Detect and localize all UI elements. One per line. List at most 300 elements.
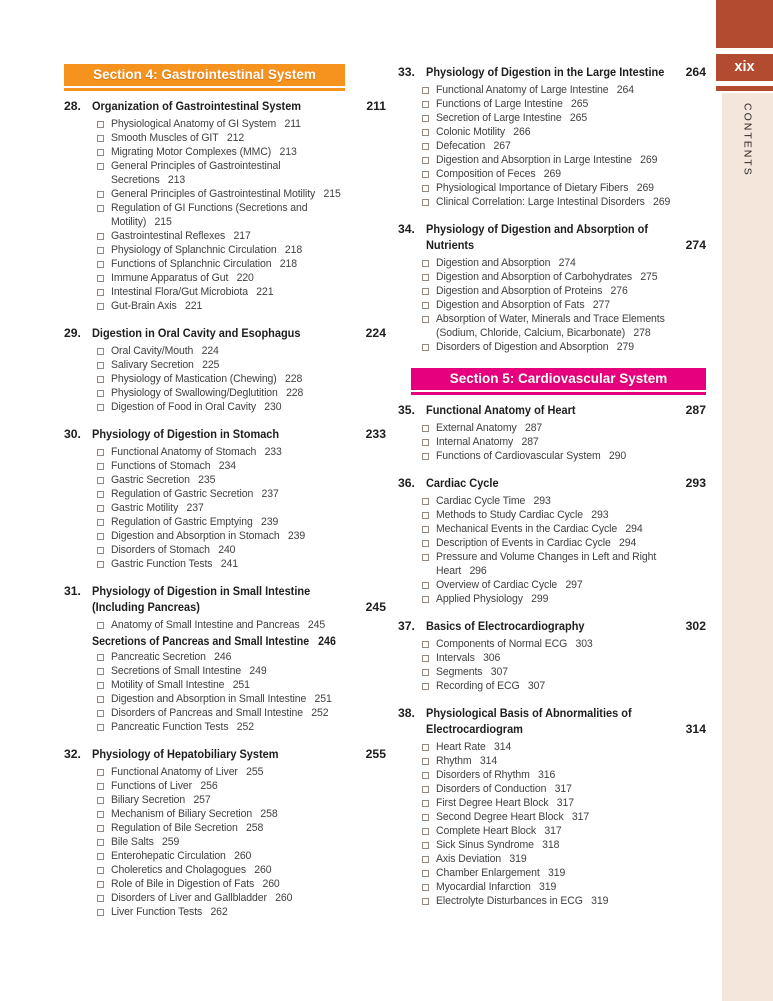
item-page-number: 264	[616, 84, 635, 96]
item-label: Sick Sinus Syndrome 318	[436, 839, 560, 851]
square-bullet-icon	[97, 533, 104, 540]
square-bullet-icon	[422, 683, 429, 690]
item-label: Pancreatic Secretion 246	[111, 651, 232, 663]
square-bullet-icon	[422, 655, 429, 662]
toc-item	[64, 706, 386, 720]
chapter-title: Organization of Gastrointestinal System	[92, 99, 302, 113]
item-line	[436, 880, 706, 894]
toc-item	[64, 779, 386, 793]
item-page-number: 319	[539, 881, 557, 893]
square-bullet-icon	[97, 839, 104, 846]
item-label: Motility) 215	[111, 216, 172, 228]
toc-item	[398, 508, 706, 522]
chapter-number: 35.	[398, 403, 415, 417]
square-bullet-icon	[97, 853, 104, 860]
square-bullet-icon	[97, 519, 104, 526]
square-bullet-icon	[422, 526, 429, 533]
toc-item	[398, 256, 706, 270]
item-label: Axis Deviation 319	[436, 853, 527, 865]
toc-item	[398, 880, 706, 894]
item-label: Gastric Function Tests 241	[111, 558, 238, 570]
square-bullet-icon	[422, 302, 429, 309]
toc-item	[64, 720, 386, 734]
chapter-number: 28.	[64, 99, 81, 113]
square-bullet-icon	[97, 867, 104, 874]
item-label: Physiology of Splanchnic Circulation 218	[111, 244, 303, 256]
item-page-number: 307	[490, 666, 508, 678]
item-label: Digestion and Absorption of Fats 277	[436, 299, 611, 311]
toc-right-column	[398, 64, 706, 919]
item-line	[436, 564, 706, 578]
item-line	[111, 271, 386, 285]
item-page-number: 256	[200, 780, 218, 792]
chapter-items	[398, 421, 706, 463]
item-label: Rhythm 314	[436, 755, 498, 767]
item-label: Components of Normal ECG 303	[436, 638, 593, 650]
toc-item	[398, 522, 706, 536]
item-page-number: 317	[571, 811, 590, 823]
chapter-number: 33.	[398, 65, 415, 79]
chapter-title: Nutrients	[426, 238, 475, 252]
square-bullet-icon	[97, 654, 104, 661]
item-line	[436, 894, 706, 908]
item-line	[111, 173, 386, 187]
item-page-number: 251	[232, 679, 250, 691]
square-bullet-icon	[97, 811, 104, 818]
page-folio: xix	[734, 59, 755, 75]
item-page-number: 225	[202, 359, 220, 371]
chapter-title: Physiology of Digestion and Absorption of	[426, 222, 649, 236]
toc-item	[64, 243, 386, 257]
item-label: Applied Physiology 299	[436, 593, 549, 605]
item-line	[436, 340, 706, 354]
square-bullet-icon	[97, 825, 104, 832]
square-bullet-icon	[422, 554, 429, 561]
square-bullet-icon	[97, 149, 104, 156]
toc-item	[64, 877, 386, 891]
item-page-number: 241	[220, 558, 238, 570]
item-page-number: 260	[234, 850, 252, 862]
item-page-number: 257	[193, 794, 211, 806]
subheading-label: Secretions of Pancreas and Small Intestine 246	[92, 634, 336, 648]
square-bullet-icon	[97, 205, 104, 212]
chapter-number: 29.	[64, 326, 81, 340]
item-page-number: 287	[524, 422, 543, 434]
item-line	[436, 838, 706, 852]
chapter-title: Physiology of Hepatobiliary System	[92, 747, 279, 761]
item-page-number: 278	[633, 327, 651, 339]
item-label: (Sodium, Chloride, Calcium, Bicarbonate) 278	[436, 327, 651, 339]
chapter-title: (Including Pancreas)	[92, 600, 200, 614]
item-label: Methods to Study Cardiac Cycle 293	[436, 509, 609, 521]
item-label: Physiology of Mastication (Chewing) 228	[111, 373, 303, 385]
item-page-number: 234	[218, 460, 237, 472]
square-bullet-icon	[422, 425, 429, 432]
square-bullet-icon	[97, 163, 104, 170]
toc-item	[398, 494, 706, 508]
chapter-heading	[64, 325, 386, 341]
toc-item	[398, 637, 706, 651]
item-page-number: 260	[254, 864, 272, 876]
item-page-number: 269	[543, 168, 562, 180]
item-page-number: 317	[554, 783, 572, 795]
item-line	[436, 181, 706, 195]
toc-item	[398, 270, 706, 284]
item-line	[111, 117, 386, 131]
item-page-number: 240	[218, 544, 236, 556]
square-bullet-icon	[422, 157, 429, 164]
item-page-number: 314	[479, 755, 498, 767]
item-label: Disorders of Stomach 240	[111, 544, 236, 556]
item-page-number: 293	[533, 495, 551, 507]
item-label: Motility of Small Intestine 251	[111, 679, 250, 691]
toc-item	[64, 501, 386, 515]
item-line	[436, 592, 706, 606]
item-label: Biliary Secretion 257	[111, 794, 211, 806]
chapter-title: Basics of Electrocardiography	[426, 619, 585, 633]
toc-item	[64, 678, 386, 692]
toc-item	[398, 83, 706, 97]
toc-item	[398, 894, 706, 908]
item-line	[111, 529, 386, 543]
square-bullet-icon	[97, 696, 104, 703]
chapter-page-number: 293	[685, 476, 706, 490]
item-line	[111, 145, 386, 159]
item-line	[436, 651, 706, 665]
item-line	[436, 796, 706, 810]
toc-item	[398, 340, 706, 354]
item-page-number: 235	[198, 474, 216, 486]
chapter-title: Digestion in Oral Cavity and Esophagus	[92, 326, 301, 340]
chapter-items	[398, 637, 706, 693]
toc-item	[64, 117, 386, 131]
chapter-entry	[64, 746, 386, 919]
item-line	[111, 678, 386, 692]
toc-item	[64, 299, 386, 313]
toc-left-column	[64, 64, 386, 919]
chapter-items	[64, 344, 386, 414]
square-bullet-icon	[97, 390, 104, 397]
item-page-number: 262	[210, 906, 228, 918]
item-label: Functional Anatomy of Large Intestine 264	[436, 84, 635, 96]
chapter-heading	[64, 746, 386, 762]
toc-item	[398, 768, 706, 782]
square-bullet-icon	[422, 884, 429, 891]
square-bullet-icon	[97, 261, 104, 268]
toc-item	[64, 473, 386, 487]
square-bullet-icon	[97, 233, 104, 240]
item-line	[436, 326, 706, 340]
chapter-entry	[398, 64, 706, 209]
toc-item	[398, 578, 706, 592]
toc-item	[398, 195, 706, 209]
toc-item	[64, 229, 386, 243]
item-page-number: 294	[619, 537, 637, 549]
item-label: Electrolyte Disturbances in ECG 319	[436, 895, 609, 907]
item-label: Digestion of Food in Oral Cavity 230	[111, 401, 282, 413]
toc-item	[64, 459, 386, 473]
item-label: Disorders of Conduction 317	[436, 783, 572, 795]
chapter-number: 37.	[398, 619, 415, 633]
item-page-number: 265	[569, 112, 588, 124]
square-bullet-icon	[422, 800, 429, 807]
item-line	[111, 299, 386, 313]
chapter-heading	[398, 402, 706, 418]
item-line	[436, 270, 706, 284]
chapter-number: 34.	[398, 222, 415, 236]
item-page-number: 221	[256, 286, 274, 298]
toc-item	[398, 754, 706, 768]
item-label: Digestion and Absorption of Carbohydrates 275	[436, 271, 658, 283]
toc-item	[64, 372, 386, 386]
square-bullet-icon	[97, 121, 104, 128]
toc-item	[64, 543, 386, 557]
item-label: Bile Salts 259	[111, 836, 180, 848]
item-page-number: 259	[162, 836, 180, 848]
tab-divider	[716, 86, 773, 91]
square-bullet-icon	[422, 772, 429, 779]
toc-item	[64, 793, 386, 807]
square-bullet-icon	[97, 191, 104, 198]
item-label: Functional Anatomy of Stomach 233	[111, 446, 282, 458]
item-page-number: 297	[565, 579, 583, 591]
toc-item	[398, 824, 706, 838]
chapter-entry	[398, 475, 706, 606]
item-label: Choleretics and Cholagogues 260	[111, 864, 272, 876]
chapter-page-number: 224	[365, 326, 386, 340]
toc-item	[398, 740, 706, 754]
chapter-entry	[398, 618, 706, 693]
item-label: Smooth Muscles of GIT 212	[111, 132, 245, 144]
item-line	[111, 664, 386, 678]
item-label: Digestion and Absorption in Stomach 239	[111, 530, 306, 542]
chapter-heading	[398, 705, 706, 737]
square-bullet-icon	[422, 115, 429, 122]
item-line	[111, 877, 386, 891]
item-line	[436, 83, 706, 97]
item-line	[111, 863, 386, 877]
item-page-number: 266	[513, 126, 531, 138]
square-bullet-icon	[97, 668, 104, 675]
square-bullet-icon	[422, 185, 429, 192]
toc-item	[64, 692, 386, 706]
item-line	[111, 187, 386, 201]
toc-item	[64, 650, 386, 664]
item-line	[436, 508, 706, 522]
item-line	[111, 720, 386, 734]
square-bullet-icon	[97, 362, 104, 369]
item-page-number: 306	[483, 652, 501, 664]
item-page-number: 260	[275, 892, 293, 904]
toc-item	[64, 285, 386, 299]
chapter-items	[64, 618, 386, 734]
item-page-number: 319	[509, 853, 527, 865]
square-bullet-icon	[97, 783, 104, 790]
item-line	[436, 139, 706, 153]
item-line	[436, 754, 706, 768]
toc-item	[398, 421, 706, 435]
square-bullet-icon	[97, 303, 104, 310]
toc-item	[398, 111, 706, 125]
chapter-page-number: 245	[365, 600, 386, 614]
item-page-number: 276	[610, 285, 628, 297]
item-line	[111, 201, 386, 215]
item-line	[111, 358, 386, 372]
item-page-number: 294	[625, 523, 643, 535]
item-line	[436, 866, 706, 880]
item-page-number: 221	[184, 300, 203, 312]
item-label: Immune Apparatus of Gut 220	[111, 272, 254, 284]
toc-item	[398, 167, 706, 181]
square-bullet-icon	[97, 895, 104, 902]
item-label: Colonic Motility 266	[436, 126, 531, 138]
item-label: Enterohepatic Circulation 260	[111, 850, 252, 862]
item-line	[111, 386, 386, 400]
toc-item	[398, 550, 706, 578]
item-page-number: 217	[233, 230, 251, 242]
square-bullet-icon	[97, 135, 104, 142]
item-line	[436, 550, 706, 564]
item-label: Heart 296	[436, 565, 487, 577]
item-label: Pancreatic Function Tests 252	[111, 721, 255, 733]
chapter-title: Physiology of Digestion in Small Intestine	[92, 584, 311, 598]
item-line	[111, 473, 386, 487]
item-page-number: 269	[636, 182, 654, 194]
item-label: First Degree Heart Block 317	[436, 797, 575, 809]
item-page-number: 218	[279, 258, 297, 270]
toc-item	[64, 807, 386, 821]
chapter-items	[64, 765, 386, 919]
item-line	[111, 618, 386, 632]
toc-item	[398, 852, 706, 866]
item-line	[436, 768, 706, 782]
item-label: Functions of Liver 256	[111, 780, 218, 792]
item-line	[111, 891, 386, 905]
toc-item	[64, 765, 386, 779]
item-page-number: 228	[284, 373, 303, 385]
item-label: Physiological Anatomy of GI System 211	[111, 118, 301, 130]
chapter-title: Physiology of Digestion in Stomach	[92, 427, 280, 441]
item-label: Liver Function Tests 262	[111, 906, 228, 918]
square-bullet-icon	[422, 786, 429, 793]
item-page-number: 317	[556, 797, 575, 809]
square-bullet-icon	[422, 260, 429, 267]
item-page-number: 212	[226, 132, 245, 144]
item-line	[436, 97, 706, 111]
toc-item	[64, 131, 386, 145]
toc-item	[64, 891, 386, 905]
item-page-number: 215	[323, 188, 341, 200]
square-bullet-icon	[422, 171, 429, 178]
item-page-number: 265	[571, 98, 589, 110]
item-label: Myocardial Infarction 319	[436, 881, 557, 893]
toc-item	[398, 435, 706, 449]
item-label: Intervals 306	[436, 652, 501, 664]
item-label: Secretion of Large Intestine 265	[436, 112, 588, 124]
square-bullet-icon	[422, 344, 429, 351]
chapter-heading	[398, 618, 706, 634]
item-line	[436, 679, 706, 693]
item-line	[436, 782, 706, 796]
item-line	[111, 285, 386, 299]
chapter-heading	[64, 98, 386, 114]
toc-item	[64, 849, 386, 863]
toc-item	[398, 679, 706, 693]
square-bullet-icon	[422, 87, 429, 94]
square-bullet-icon	[422, 316, 429, 323]
chapter-page-number: 287	[685, 403, 706, 417]
square-bullet-icon	[97, 289, 104, 296]
item-page-number: 319	[591, 895, 609, 907]
square-bullet-icon	[422, 101, 429, 108]
item-line	[111, 487, 386, 501]
item-label: Physiology of Swallowing/Deglutition 228	[111, 387, 304, 399]
square-bullet-icon	[422, 596, 429, 603]
item-label: Role of Bile in Digestion of Fats 260	[111, 878, 280, 890]
item-line	[436, 522, 706, 536]
item-label: Functional Anatomy of Liver 255	[111, 766, 264, 778]
item-page-number: 218	[284, 244, 303, 256]
square-bullet-icon	[422, 828, 429, 835]
corner-block	[716, 0, 773, 48]
chapter-entry	[398, 402, 706, 463]
chapter-page-number: 302	[685, 619, 706, 633]
item-line	[111, 543, 386, 557]
toc-item	[398, 651, 706, 665]
item-label: Physiological Importance of Dietary Fibers 269	[436, 182, 654, 194]
square-bullet-icon	[422, 274, 429, 281]
item-label: Second Degree Heart Block 317	[436, 811, 590, 823]
chapter-entry	[398, 705, 706, 908]
chapter-heading	[398, 64, 706, 80]
item-line	[111, 692, 386, 706]
item-page-number: 245	[307, 619, 326, 631]
item-label: Intestinal Flora/Gut Microbiota 221	[111, 286, 274, 298]
chapter-items	[64, 117, 386, 313]
item-line	[436, 153, 706, 167]
item-line	[436, 824, 706, 838]
toc-item	[398, 536, 706, 550]
item-page-number: 249	[249, 665, 267, 677]
item-label: Anatomy of Small Intestine and Pancreas 245	[111, 619, 326, 631]
toc-item	[64, 515, 386, 529]
square-bullet-icon	[422, 129, 429, 136]
item-label: Regulation of Gastric Secretion 237	[111, 488, 279, 500]
item-line	[111, 706, 386, 720]
toc-item	[398, 782, 706, 796]
square-bullet-icon	[422, 582, 429, 589]
item-label: Disorders of Liver and Gallbladder 260	[111, 892, 293, 904]
chapter-entry	[64, 583, 386, 734]
item-label: General Principles of Gastrointestinal Motility 215	[111, 188, 341, 200]
item-line	[436, 256, 706, 270]
square-bullet-icon	[97, 275, 104, 282]
item-label: Functions of Large Intestine 265	[436, 98, 589, 110]
item-line	[436, 284, 706, 298]
item-line	[111, 821, 386, 835]
item-label: Gastric Motility 237	[111, 502, 204, 514]
item-page-number: 319	[547, 867, 566, 879]
item-line	[111, 257, 386, 271]
item-line	[436, 637, 706, 651]
item-label: Heart Rate 314	[436, 741, 512, 753]
toc-item	[64, 445, 386, 459]
toc-item	[64, 187, 386, 201]
item-label: Gastric Secretion 235	[111, 474, 216, 486]
item-page-number: 239	[287, 530, 306, 542]
item-line	[111, 215, 386, 229]
section-header: Section 5: Cardiovascular System	[411, 368, 706, 390]
